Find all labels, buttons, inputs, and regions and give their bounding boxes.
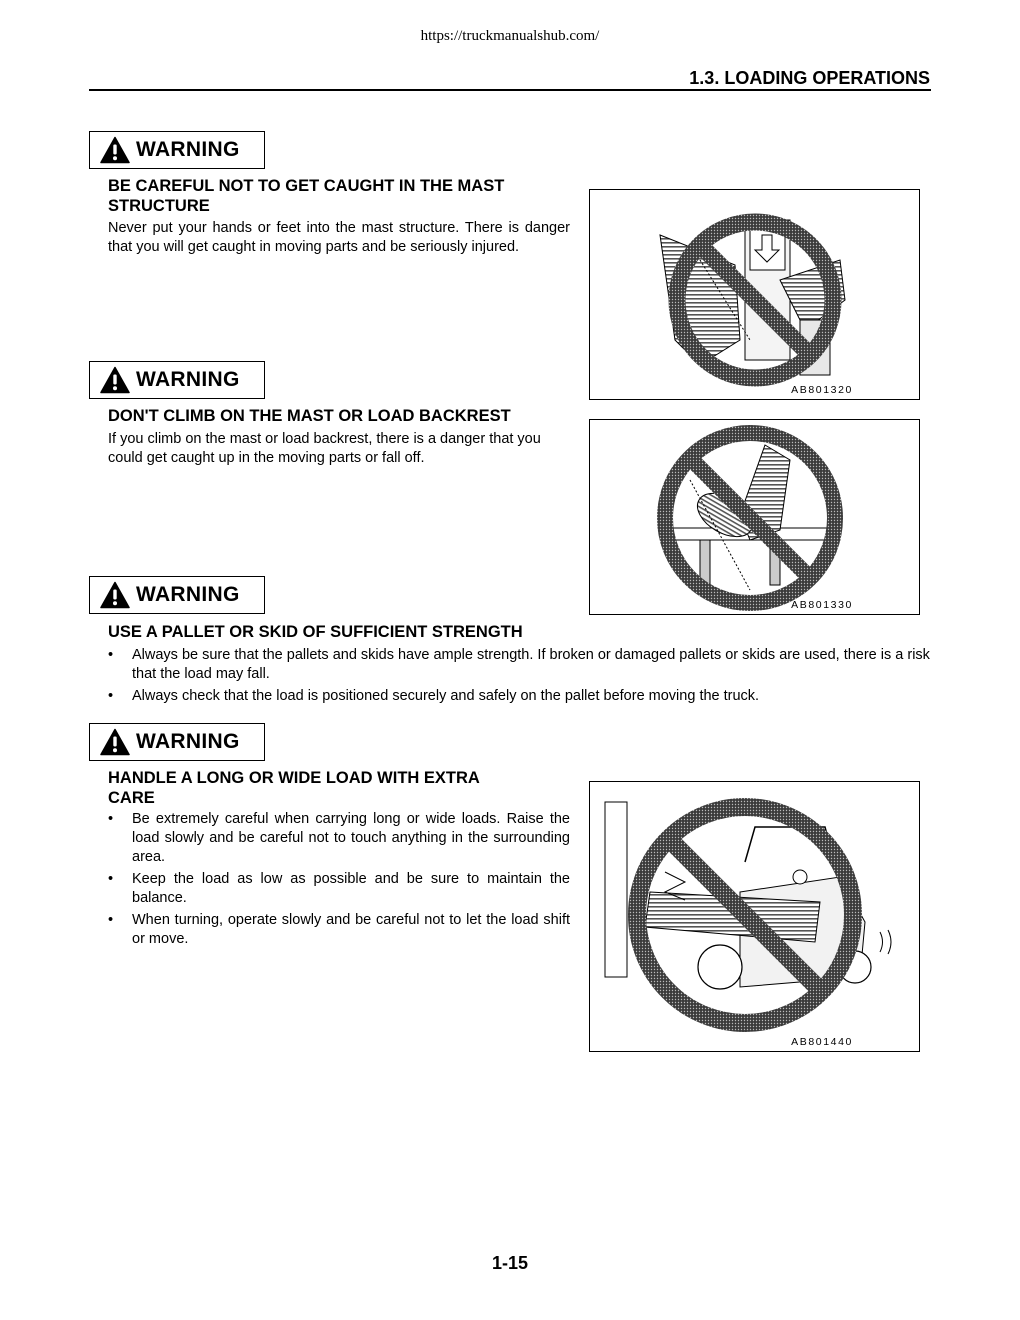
list-item: • Keep the load as low as possible and be sure to maintain the balance. <box>108 870 570 908</box>
warning-4-heading: HANDLE A LONG OR WIDE LOAD WITH EXTRA CARE <box>108 769 480 807</box>
figure-code: AB801440 <box>791 1036 853 1048</box>
warning-4-bullets <box>108 810 570 952</box>
warning-2-body: If you climb on the mast or load backrest, there is a danger that you could get caught up in the moving parts or fall off. <box>108 431 541 466</box>
warning-1-body: Never put your hands or feet into the mast structure. There is danger that you will get caught in moving parts and be seriously injured. <box>108 220 570 255</box>
warning-label-4 <box>89 723 265 761</box>
warning-triangle-icon <box>100 728 130 756</box>
list-item: • Always be sure that the pallets and skids have ample strength. If broken or damaged pallets or skids are used, there is a risk that the load may fall. <box>108 646 934 684</box>
figure-mast-structure <box>589 189 920 400</box>
warning-1-heading: BE CAREFUL NOT TO GET CAUGHT IN THE MAST STRUCTURE <box>108 177 505 215</box>
warning-label-3 <box>89 576 265 614</box>
warning-label-text: WARNING <box>136 368 240 391</box>
warning-2-heading: DON'T CLIMB ON THE MAST OR LOAD BACKREST <box>108 407 511 425</box>
warning-3-heading: USE A PALLET OR SKID OF SUFFICIENT STRENGTH <box>108 623 523 641</box>
warning-triangle-icon <box>100 136 130 164</box>
list-item: • When turning, operate slowly and be careful not to let the load shift or move. <box>108 911 570 949</box>
list-item: • Be extremely careful when carrying long or wide loads. Raise the load slowly and be careful not to touch anything in the surrounding area. <box>108 810 570 867</box>
warning-3-bullets <box>108 646 934 709</box>
mast-hazard-illustration <box>590 190 920 400</box>
long-load-hazard-illustration <box>590 782 920 1052</box>
climb-hazard-illustration <box>590 420 920 615</box>
warning-label-1 <box>89 131 265 169</box>
page-number: 1-15 <box>491 1253 529 1273</box>
figure-code: AB801320 <box>791 384 853 396</box>
warning-label-text: WARNING <box>136 730 240 753</box>
warning-triangle-icon <box>100 581 130 609</box>
figure-mast-climb <box>589 419 920 615</box>
source-url: https://truckmanualshub.com/ <box>420 28 600 44</box>
header-rule <box>89 89 931 91</box>
section-title: 1.3. LOADING OPERATIONS <box>689 68 930 88</box>
figure-code: AB801330 <box>791 599 853 611</box>
warning-label-text: WARNING <box>136 583 240 606</box>
warning-label-text: WARNING <box>136 138 240 161</box>
list-item: • Always check that the load is positioned securely and safely on the pallet before moving the truck. <box>108 687 934 706</box>
warning-triangle-icon <box>100 366 130 394</box>
figure-long-load <box>589 781 920 1052</box>
warning-label-2 <box>89 361 265 399</box>
